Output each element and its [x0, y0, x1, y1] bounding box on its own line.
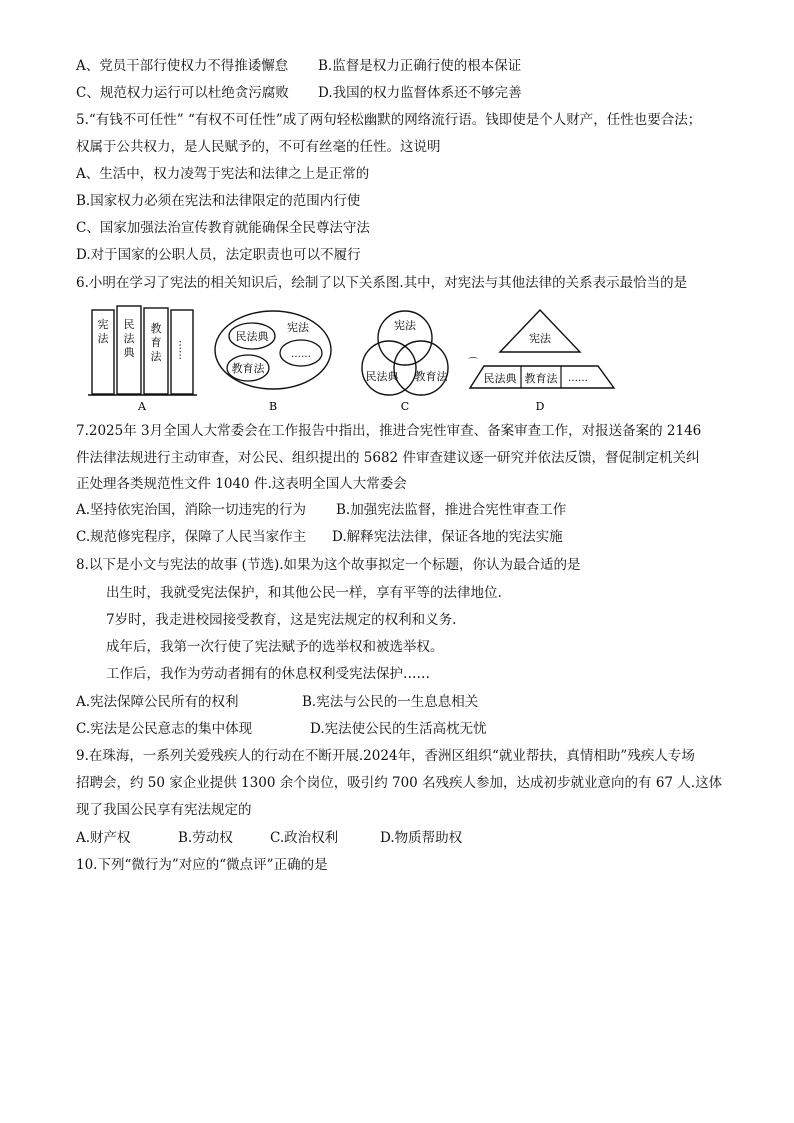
- diagram-a: [88, 306, 197, 413]
- diagram-b: [215, 311, 331, 413]
- q5-option-d: D.对于国家的公职人员，法定职责也可以不履行: [76, 247, 361, 263]
- c-education-law-text: 教育法: [414, 370, 448, 383]
- diagram-d: [468, 310, 614, 413]
- b-civil-code-text: 民法典: [235, 330, 269, 343]
- q6-stem: 6.小明在学习了宪法的相关知识后，绘制了以下关系图.其中，对宪法与其他法律的关系表示最恰当的是: [76, 275, 688, 291]
- q9-option-a: A.财产权: [76, 830, 131, 846]
- q7-stem-line3: 正处理各类规范性文件 1040 件.这表明全国人大常委会: [76, 476, 407, 492]
- arrow-mark: ⌒: [468, 358, 478, 369]
- q8-option-d: D.宪法使公民的生活高枕无忧: [310, 721, 487, 737]
- triangle-constitution: [500, 310, 580, 352]
- circle-education-law: [394, 341, 448, 395]
- q10-stem: 10.下列“微行为”对应的“微点评”正确的是: [76, 857, 328, 873]
- q5-stem-line1: 5.“有钱不可任性” “有权不可任性”成了两句轻松幽默的网络流行语。钱即使是个人财产，任性也要合法；: [76, 112, 702, 128]
- q9-stem-line1: 9.在珠海，一系列关爱残疾人的行动在不断开展.2024年，香洲区组织“就业帮扶，真情相助”残疾人专场: [76, 748, 695, 764]
- q8-option-a: A.宪法保障公民所有的权利: [76, 694, 239, 710]
- q8-story-3: 成年后，我第一次行使了宪法赋予的选举权和被选举权。: [106, 639, 444, 655]
- diagram-b-label: B: [268, 400, 278, 413]
- diagram-c-label: C: [400, 400, 410, 413]
- q5-stem-line2: 权属于公共权力，是人民赋予的，不可有丝毫的任性。这说明: [76, 139, 441, 155]
- q9-option-d: D.物质帮助权: [380, 830, 463, 846]
- d-education-law-text: 教育法: [524, 372, 558, 385]
- q4-option-b: B.监督是权力正确行使的根本保证: [318, 58, 522, 74]
- q7-stem-line2: 件法律法规进行主动审查，对公民、组织提出的 5682 件审查建议逐一研究并依法反馈，督促制定机关纠: [76, 450, 700, 466]
- q8-option-c: C.宪法是公民意志的集中体现: [76, 721, 253, 737]
- q8-story-1: 出生时，我就受宪法保护，和其他公民一样，享有平等的法律地位.: [106, 585, 502, 601]
- b-others-text: ……: [291, 349, 311, 360]
- q4-option-d: D.我国的权力监督体系还不够完善: [318, 85, 522, 101]
- d-others-text: ……: [568, 373, 588, 384]
- book-a-3-text: 教育法: [150, 322, 162, 363]
- q8-option-b: B.宪法与公民的一生息息相关: [302, 694, 479, 710]
- diagram-a-label: A: [138, 400, 146, 413]
- q8-story-4: 工作后，我作为劳动者拥有的休息权利受宪法保护……: [106, 666, 430, 682]
- q9-stem-line2: 招聘会，约 50 家企业提供 1300 余个岗位，吸引约 700 名残疾人参加，达成初步就业意向的有 67 人.这体: [76, 775, 723, 791]
- book-a-2-text: 民法典: [123, 318, 135, 359]
- q5-option-a: A、生活中，权力凌驾于宪法和法律之上是正常的: [76, 166, 370, 182]
- q9-option-b: B.劳动权: [178, 830, 233, 846]
- book-a-1-text: 宪法: [97, 318, 109, 345]
- book-a-4-text: ……: [176, 340, 188, 360]
- q7-option-c: C.规范修宪程序，保障了人民当家作主: [76, 529, 307, 545]
- q7-option-a: A.坚持依宪治国，消除一切违宪的行为: [76, 502, 307, 518]
- q7-option-d: D.解释宪法法律，保证各地的宪法实施: [332, 529, 563, 545]
- q4-option-a: A、党员干部行使权力不得推诿懈怠: [76, 58, 289, 74]
- b-education-law-text: 教育法: [231, 362, 265, 375]
- q5-option-c: C、国家加强法治宣传教育就能确保全民尊法守法: [76, 220, 370, 236]
- d-constitution-text: 宪法: [529, 332, 551, 345]
- c-civil-code-text: 民法典: [365, 370, 399, 383]
- q9-option-c: C.政治权利: [270, 830, 339, 846]
- diagram-d-label: D: [535, 400, 545, 413]
- q7-option-b: B.加强宪法监督，推进合宪性审查工作: [336, 502, 567, 518]
- q4-option-c: C、规范权力运行可以杜绝贪污腐败: [76, 85, 289, 101]
- q8-story-2: 7岁时，我走进校园接受教育，这是宪法规定的权利和义务.: [106, 612, 457, 628]
- b-constitution-text: 宪法: [287, 321, 309, 334]
- circle-civil-code: [362, 341, 416, 395]
- q9-stem-line3: 现了我国公民享有宪法规定的: [76, 802, 252, 818]
- q5-option-b: B.国家权力必须在宪法和法律限定的范围内行使: [76, 193, 361, 209]
- d-civil-code-text: 民法典: [483, 372, 517, 385]
- q7-stem-line1: 7.2025年 3月全国人大常委会在工作报告中指出，推进合宪性审查、备案审查工作，对报送备案的 2146: [76, 423, 702, 439]
- q8-stem: 8.以下是小文与宪法的故事 (节选).如果为这个故事拟定一个标题，你认为最合适的是: [76, 557, 581, 573]
- q6-diagrams: [0, 300, 794, 415]
- diagram-c: [362, 311, 448, 413]
- c-constitution-text: 宪法: [394, 319, 416, 332]
